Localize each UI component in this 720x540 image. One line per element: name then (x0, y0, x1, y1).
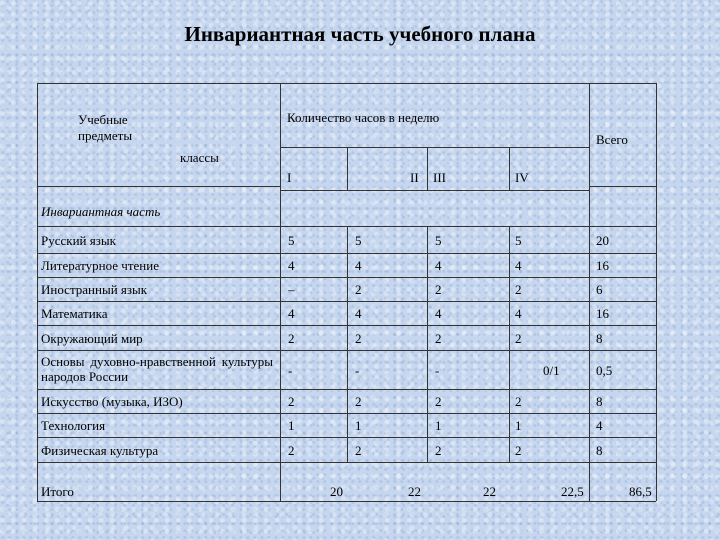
table-row-value: 2 (435, 282, 442, 297)
table-row-value: 5 (288, 233, 295, 248)
column-rule (347, 147, 348, 190)
table-row-subject: Искусство (музыка, ИЗО) (41, 394, 183, 409)
column-rule (427, 147, 428, 190)
table-row-value: 1 (288, 418, 295, 433)
table-row-value: 2 (355, 331, 362, 346)
table-row-value: 4 (515, 258, 522, 273)
header-grade: I (287, 170, 292, 185)
table-row-total: 8 (596, 394, 603, 409)
table-row-value: 4 (435, 306, 442, 321)
table-row-subject: Литературное чтение (41, 258, 159, 273)
table-row-subject: Физическая культура (41, 443, 159, 458)
table-row-value: 2 (515, 394, 522, 409)
table-row-value: 4 (355, 306, 362, 321)
header-grade: IV (515, 170, 529, 185)
table-row-total: 8 (596, 331, 603, 346)
table-row-subject: Основы духовно-нравственной культуры народов России (41, 354, 273, 384)
table-row-value: 2 (435, 331, 442, 346)
table-row-value: 2 (435, 443, 442, 458)
table-row-value: 4 (515, 306, 522, 321)
table-row-value: 4 (355, 258, 362, 273)
table-row-value: 2 (355, 443, 362, 458)
table-row-value: 5 (515, 233, 522, 248)
table-row-value: 5 (435, 233, 442, 248)
section-label: Инвариантная часть (41, 204, 161, 219)
table-row-subject: Технология (41, 418, 106, 433)
table-row-total: 4 (596, 418, 603, 433)
table-row-total: 6 (596, 282, 603, 297)
table-row-value: 4 (288, 258, 295, 273)
table-row-subject: Русский язык (41, 233, 116, 248)
table-row-total: 8 (596, 443, 603, 458)
table-row-value: – (288, 282, 295, 297)
totals-value: 22,5 (561, 484, 584, 499)
table-row-total: 16 (596, 258, 609, 273)
column-rule (347, 226, 348, 462)
totals-value: 22 (483, 484, 496, 499)
column-rule (280, 83, 281, 501)
header-grade: III (433, 170, 446, 185)
totals-value: 22 (408, 484, 421, 499)
header-rule (280, 190, 589, 191)
table-border-bottom (37, 501, 656, 502)
table-row-value: 1 (515, 418, 522, 433)
header-subjects: Учебные (78, 112, 128, 127)
header-rule (589, 186, 656, 187)
table-row-subject: Математика (41, 306, 108, 321)
table-row-total: 0,5 (596, 363, 613, 378)
table-row-value: 4 (435, 258, 442, 273)
table-row-subject: Окружающий мир (41, 331, 143, 346)
header-hours-per-week: Количество часов в неделю (287, 110, 440, 125)
table-row-value: - (288, 363, 293, 378)
table-row-value: 1 (355, 418, 362, 433)
table-row-value: 2 (288, 394, 295, 409)
table-row-value: 2 (288, 331, 295, 346)
table-row-value: - (355, 363, 360, 378)
table-border-top (37, 83, 656, 84)
totals-label: Итого (41, 484, 74, 499)
table-row-total: 16 (596, 306, 609, 321)
totals-value: 20 (330, 484, 343, 499)
table-row-total: 20 (596, 233, 609, 248)
table-row-value: 2 (515, 282, 522, 297)
table-row-value: 2 (515, 443, 522, 458)
table-row-value: 2 (435, 394, 442, 409)
table-row-value: - (435, 363, 440, 378)
header-total: Всего (596, 132, 628, 147)
column-rule (589, 83, 590, 501)
header-grade: II (410, 170, 419, 185)
table-row-value: 2 (355, 282, 362, 297)
column-rule (427, 226, 428, 462)
totals-grand-total: 86,5 (629, 484, 652, 499)
table-row-value: 2 (515, 331, 522, 346)
page-title: Инвариантная часть учебного плана (184, 22, 536, 46)
header-subjects: предметы (78, 128, 133, 143)
table-row-value: 1 (435, 418, 442, 433)
column-rule (509, 226, 510, 462)
table-row-value: 4 (288, 306, 295, 321)
table-border-left (37, 83, 38, 501)
column-rule (509, 147, 510, 190)
table-row-value: 2 (355, 394, 362, 409)
table-row-value: 2 (288, 443, 295, 458)
table-border-right (656, 83, 657, 501)
table-row-subject: Иностранный язык (41, 282, 148, 297)
header-rule (37, 186, 280, 187)
table-row-value: 5 (355, 233, 362, 248)
row-rule (37, 462, 656, 463)
header-rule (280, 147, 589, 148)
header-classes: классы (180, 150, 219, 165)
table-row-value: 0/1 (543, 363, 560, 378)
